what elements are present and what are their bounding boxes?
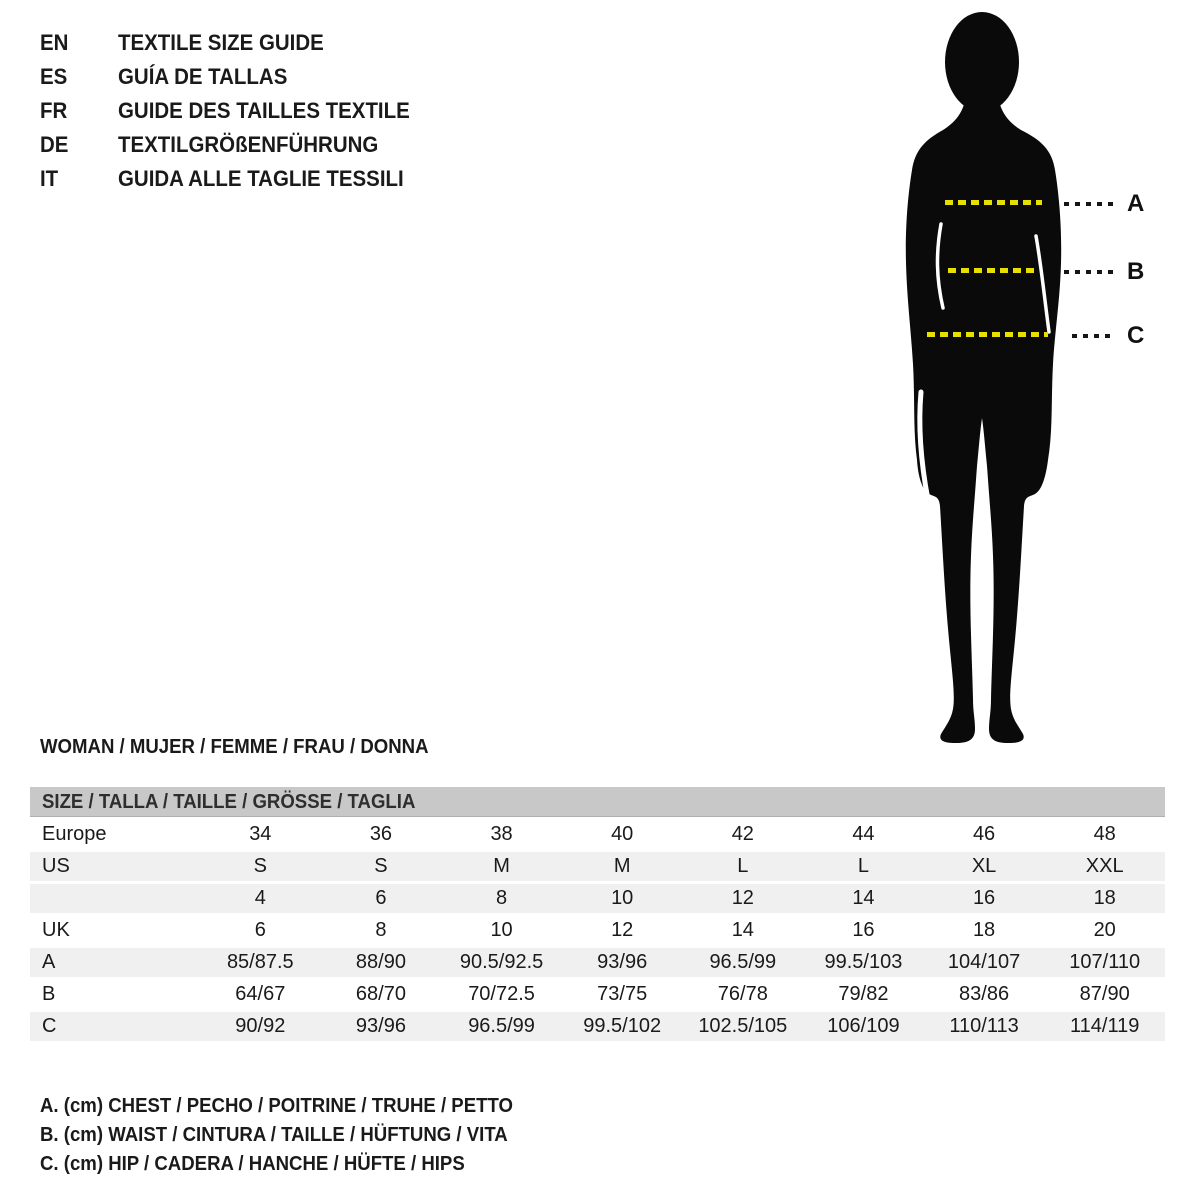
size-cell: XL bbox=[971, 855, 997, 877]
size-cell: 90.5/92.5 bbox=[459, 951, 544, 973]
language-code: DE bbox=[40, 132, 69, 157]
legend-line bbox=[40, 1092, 549, 1121]
size-cell: 93/96 bbox=[597, 951, 648, 973]
size-cell: 96.5/99 bbox=[468, 1015, 535, 1037]
size-cell: 42 bbox=[731, 823, 754, 845]
language-code: EN bbox=[40, 30, 69, 55]
table-header bbox=[30, 787, 1165, 817]
list-item bbox=[40, 162, 432, 196]
size-cell: 96.5/99 bbox=[709, 951, 777, 973]
size-cell: 18 bbox=[972, 919, 996, 941]
size-cell: 90/92 bbox=[235, 1015, 286, 1037]
size-table bbox=[30, 787, 1165, 1041]
size-cell: 114/119 bbox=[1070, 1015, 1140, 1037]
row-label: B bbox=[42, 983, 56, 1005]
hip-measure-line bbox=[927, 332, 1048, 337]
size-cell: 107/110 bbox=[1069, 951, 1141, 973]
size-cell: 106/109 bbox=[827, 1015, 900, 1037]
table-row bbox=[30, 980, 1165, 1009]
size-cell: 16 bbox=[852, 919, 875, 941]
list-item bbox=[40, 60, 432, 94]
table-header-text: SIZE / TALLA / TAILLE / GRÖSSE / TAGLIA bbox=[42, 791, 416, 813]
measure-label-b: B bbox=[1127, 258, 1145, 285]
legend-line bbox=[40, 1150, 549, 1179]
size-cell: 73/75 bbox=[597, 983, 648, 1005]
size-cell: 48 bbox=[1093, 823, 1116, 845]
language-title: GUIDA ALLE TAGLIE TESSILI bbox=[118, 166, 404, 191]
list-item bbox=[40, 26, 432, 60]
size-cell: 88/90 bbox=[355, 951, 406, 973]
size-cell: 20 bbox=[1093, 919, 1116, 941]
row-label: US bbox=[42, 855, 70, 877]
size-cell: 10 bbox=[490, 919, 513, 941]
language-title: GUIDE DES TAILLES TEXTILE bbox=[118, 98, 410, 123]
size-cell: 68/70 bbox=[355, 983, 406, 1005]
language-title: TEXTILGRÖßENFÜHRUNG bbox=[118, 132, 379, 157]
size-cell: 6 bbox=[254, 919, 266, 941]
measure-label-a: A bbox=[1127, 190, 1145, 217]
row-label: UK bbox=[42, 919, 70, 941]
size-table-rows bbox=[30, 820, 1165, 1041]
row-label: C bbox=[42, 1015, 57, 1037]
legend-text-waist: B. (cm) WAIST / CINTURA / TAILLE / HÜFTUNG / VITA bbox=[40, 1124, 508, 1146]
waist-leader-dots bbox=[1064, 270, 1114, 274]
size-cell: 93/96 bbox=[355, 1015, 406, 1037]
size-cell: 8 bbox=[375, 919, 387, 941]
size-cell: 12 bbox=[611, 919, 634, 941]
size-cell: M bbox=[613, 855, 631, 877]
size-cell: 4 bbox=[254, 887, 266, 909]
legend-text-hip: C. (cm) HIP / CADERA / HANCHE / HÜFTE / HIPS bbox=[40, 1153, 465, 1175]
size-cell: M bbox=[493, 855, 510, 877]
list-item bbox=[40, 94, 432, 128]
table-row bbox=[30, 916, 1165, 945]
list-item bbox=[40, 128, 432, 162]
chest-measure-line bbox=[945, 200, 1042, 205]
size-cell: 6 bbox=[375, 887, 387, 909]
language-title: GUÍA DE TALLAS bbox=[118, 64, 288, 89]
size-cell: S bbox=[374, 855, 388, 877]
size-cell: 110/113 bbox=[949, 1015, 1019, 1037]
table-row bbox=[30, 948, 1165, 977]
table-row bbox=[30, 1012, 1165, 1041]
size-cell: 99.5/103 bbox=[824, 951, 903, 973]
size-cell: 8 bbox=[496, 887, 508, 909]
size-cell: 83/86 bbox=[959, 983, 1010, 1005]
size-cell: 10 bbox=[611, 887, 634, 909]
legend-line bbox=[40, 1121, 549, 1150]
language-code: FR bbox=[40, 98, 68, 123]
size-cell: 64/67 bbox=[235, 983, 286, 1005]
section-title bbox=[40, 736, 458, 759]
size-cell: 76/78 bbox=[717, 983, 768, 1005]
size-cell: 34 bbox=[249, 823, 272, 845]
size-cell: 38 bbox=[490, 823, 513, 845]
size-cell: 102.5/105 bbox=[698, 1015, 788, 1037]
size-cell: 46 bbox=[972, 823, 996, 845]
size-cell: 40 bbox=[611, 823, 634, 845]
woman-silhouette-figure bbox=[895, 8, 1095, 743]
table-row bbox=[30, 852, 1165, 881]
woman-silhouette-icon bbox=[895, 8, 1095, 743]
size-cell: 14 bbox=[731, 919, 754, 941]
size-cell: 14 bbox=[852, 887, 875, 909]
table-row bbox=[30, 884, 1165, 913]
measure-label-c: C bbox=[1127, 322, 1145, 349]
size-cell: 70/72.5 bbox=[468, 983, 535, 1005]
language-code: IT bbox=[40, 166, 59, 191]
size-cell: 104/107 bbox=[947, 951, 1021, 973]
size-cell: 99.5/102 bbox=[583, 1015, 662, 1037]
size-cell: 85/87.5 bbox=[226, 951, 294, 973]
size-cell: L bbox=[857, 855, 869, 877]
size-cell: S bbox=[253, 855, 267, 877]
size-cell: 12 bbox=[731, 887, 754, 909]
row-label: A bbox=[42, 951, 56, 973]
row-label: Europe bbox=[42, 823, 107, 845]
language-title-list bbox=[40, 26, 432, 196]
hip-leader-dots bbox=[1072, 334, 1116, 338]
chest-leader-dots bbox=[1064, 202, 1114, 206]
language-code: ES bbox=[40, 64, 68, 89]
measurement-legend bbox=[40, 1092, 549, 1179]
size-cell: 36 bbox=[369, 823, 393, 845]
size-cell: 16 bbox=[972, 887, 996, 909]
size-cell: XXL bbox=[1085, 855, 1124, 877]
table-row bbox=[30, 820, 1165, 849]
size-cell: 44 bbox=[852, 823, 875, 845]
size-cell: 87/90 bbox=[1079, 983, 1130, 1005]
section-title-text: WOMAN / MUJER / FEMME / FRAU / DONNA bbox=[40, 736, 429, 758]
size-cell: 18 bbox=[1093, 887, 1116, 909]
size-cell: L bbox=[737, 855, 749, 877]
row-label bbox=[30, 884, 200, 913]
legend-text-chest: A. (cm) CHEST / PECHO / POITRINE / TRUHE / PETTO bbox=[40, 1095, 513, 1117]
language-title: TEXTILE SIZE GUIDE bbox=[118, 30, 324, 55]
size-cell: 79/82 bbox=[838, 983, 889, 1005]
waist-measure-line bbox=[948, 268, 1034, 273]
